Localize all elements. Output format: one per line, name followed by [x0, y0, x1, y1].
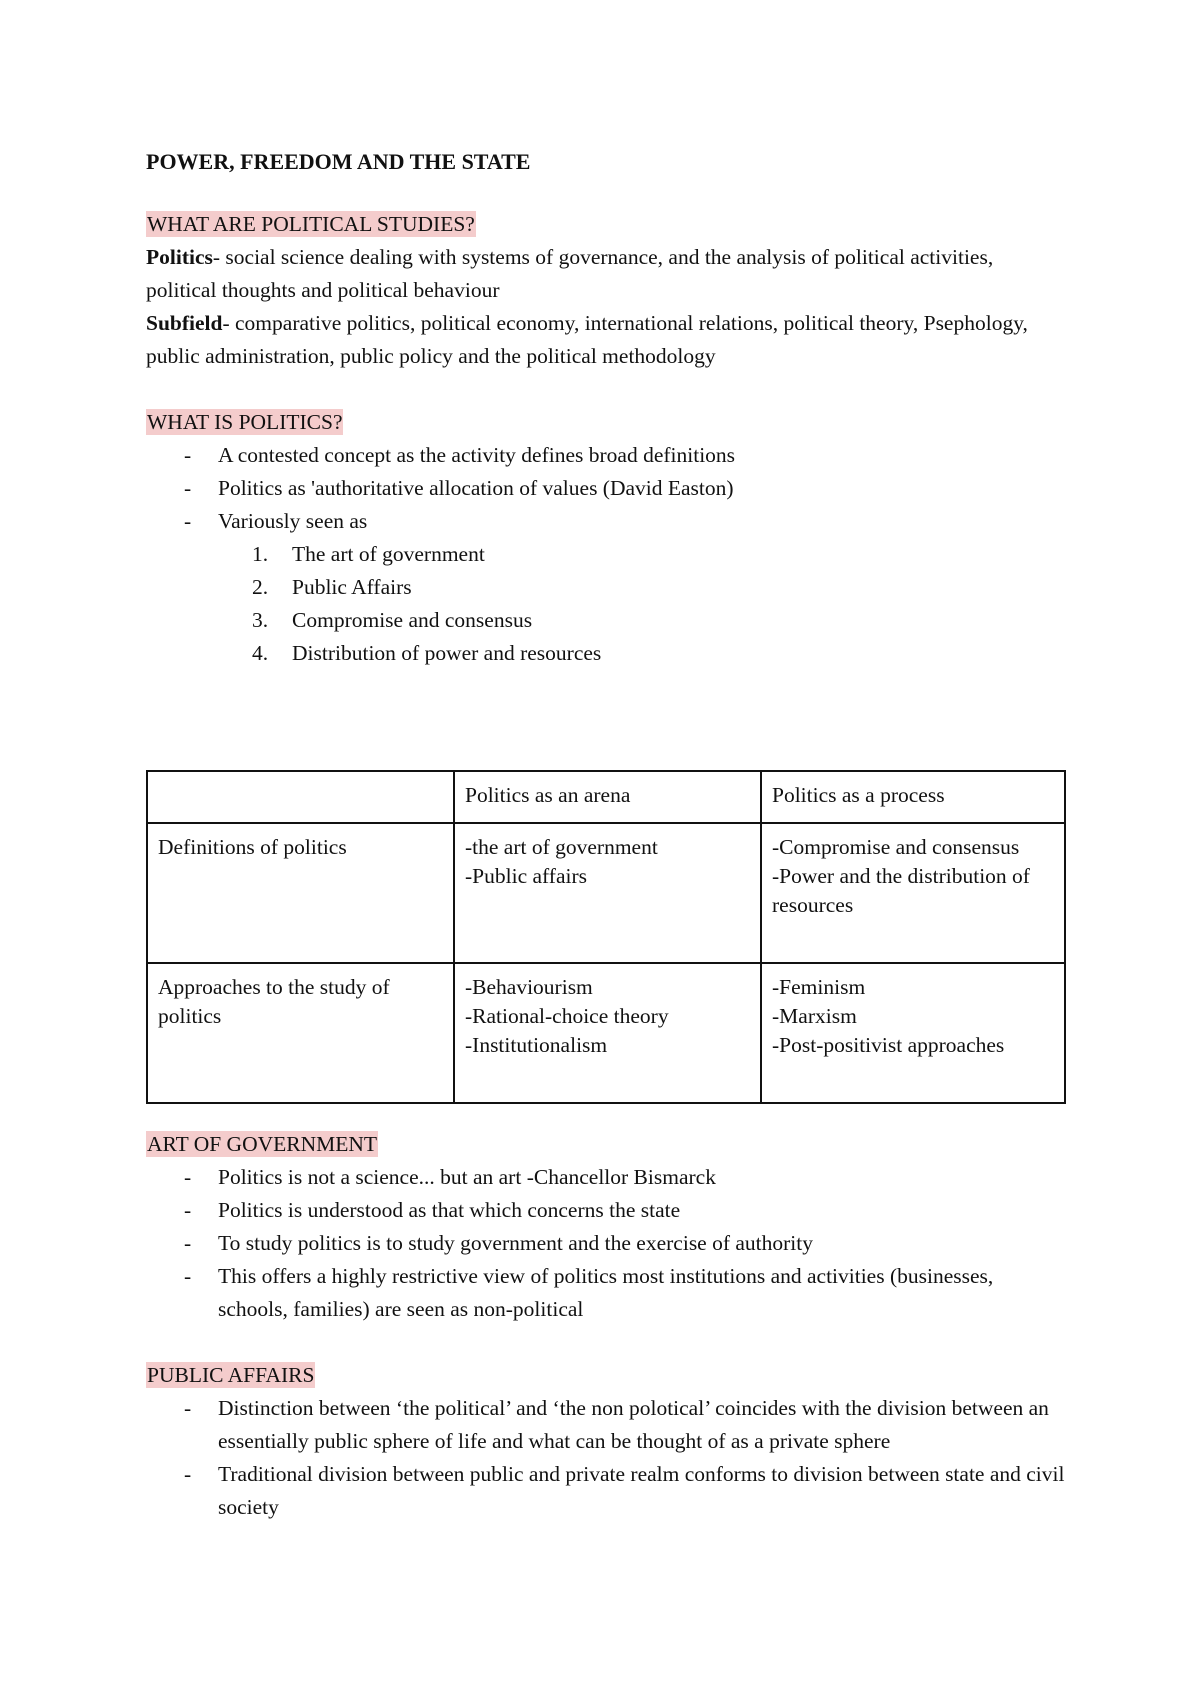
table-cell: Approaches to the study of politics: [147, 963, 454, 1103]
table-cell: -Compromise and consensus -Power and the distribution of resources: [761, 823, 1065, 963]
subfield-definition: Subfield- comparative politics, political economy, international relations, political theory, Psephology, public administration, public policy and the political methodology: [146, 311, 1028, 368]
list-item: 2. Public Affairs: [252, 575, 412, 599]
term-subfield: Subfield: [146, 311, 223, 335]
bullet-list: [146, 1392, 1066, 1524]
list-item: - To study politics is to study government and the exercise of authority: [146, 1227, 1066, 1260]
list-item: - Variously seen as: [146, 505, 1066, 538]
table-row: [147, 823, 1065, 963]
section-heading: WHAT ARE POLITICAL STUDIES?: [147, 212, 475, 236]
section-what-is-politics: [146, 406, 1066, 670]
list-item: - Politics as 'authoritative allocation of values (David Easton): [146, 472, 1066, 505]
section-heading: PUBLIC AFFAIRS: [147, 1363, 315, 1387]
bullet-list: [146, 1161, 1066, 1326]
table-cell: -the art of government -Public affairs: [454, 823, 761, 963]
table-header-cell: Politics as a process: [761, 771, 1065, 823]
list-item: - Distinction between ‘the political’ and ‘the non polotical’ coincides with the division between an essentially public sphere of life and what can be thought of as a private sphere: [146, 1392, 1066, 1458]
list-item: - Traditional division between public and private realm conforms to division between state and civil society: [146, 1458, 1066, 1524]
bullet-list: [146, 439, 1066, 538]
section-political-studies: [146, 208, 1066, 373]
numbered-list: [146, 538, 1066, 670]
list-item: - A contested concept as the activity defines broad definitions: [146, 439, 1066, 472]
table-header-row: [147, 771, 1065, 823]
section-art-of-government: [146, 1128, 1066, 1326]
list-item: - This offers a highly restrictive view of politics most institutions and activities (businesses, schools, families) are seen as non-political: [146, 1260, 1066, 1326]
section-heading: ART OF GOVERNMENT: [147, 1132, 378, 1156]
politics-table: [146, 770, 1066, 1104]
term-politics: Politics: [146, 245, 213, 269]
list-item: - Politics is not a science... but an art -Chancellor Bismarck: [146, 1161, 1066, 1194]
politics-definition: Politics- social science dealing with systems of governance, and the analysis of political activities, political thoughts and political behaviour: [146, 245, 994, 302]
list-item: - Politics is understood as that which concerns the state: [146, 1194, 1066, 1227]
table-cell: -Behaviourism -Rational-choice theory -Institutionalism: [454, 963, 761, 1103]
document-title: POWER, FREEDOM AND THE STATE: [146, 149, 531, 174]
table-row: [147, 963, 1065, 1103]
table-header-cell: Politics as an arena: [454, 771, 761, 823]
list-item: 1. The art of government: [252, 542, 485, 566]
section-public-affairs: [146, 1359, 1066, 1524]
document-page: [146, 145, 1066, 670]
lower-sections: [146, 1128, 1066, 1524]
table-header-cell: [147, 771, 454, 823]
table-cell: Definitions of politics: [147, 823, 454, 963]
list-item: 3. Compromise and consensus: [252, 608, 533, 632]
table-cell: -Feminism -Marxism -Post-positivist approaches: [761, 963, 1065, 1103]
list-item: 4. Distribution of power and resources: [252, 641, 602, 665]
section-heading: WHAT IS POLITICS?: [147, 410, 343, 434]
